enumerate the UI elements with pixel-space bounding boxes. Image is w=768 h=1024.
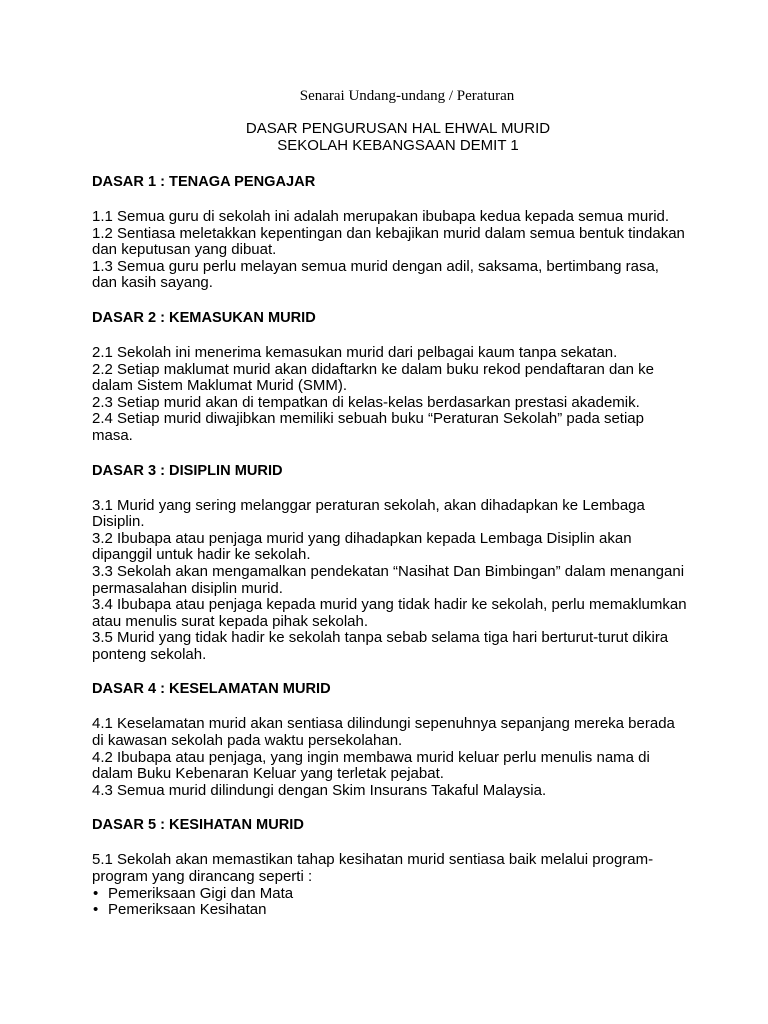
list-item: 3.5 Murid yang tidak hadir ke sekolah tanpa sebab selama tiga hari berturut-turut dikira ponteng sekolah. xyxy=(92,629,669,663)
bullet-icon: • xyxy=(93,901,99,919)
section-heading: DASAR 4 : KESELAMATAN MURID xyxy=(92,681,331,698)
list-item: 2.3 Setiap murid akan di tempatkan di kelas-kelas berdasarkan prestasi akademik. xyxy=(92,393,640,411)
bullet-item xyxy=(92,886,688,903)
section-heading: DASAR 3 : DISIPLIN MURID xyxy=(92,462,283,479)
section-heading: DASAR 1 : TENAGA PENGAJAR xyxy=(92,174,316,190)
section-dasar-5 xyxy=(92,817,688,918)
list-item: 4.3 Semua murid dilindungi dengan Skim Insurans Takaful Malaysia. xyxy=(92,781,547,799)
section-items xyxy=(92,716,688,799)
bullet-text: Pemeriksaan Gigi dan Mata xyxy=(108,884,294,902)
section-dasar-1 xyxy=(92,174,688,292)
list-item: 2.1 Sekolah ini menerima kemasukan murid dari pelbagai kaum tanpa sekatan. xyxy=(92,343,618,361)
document-header: Senarai Undang-undang / Peraturan xyxy=(299,88,515,104)
list-item: 5.1 Sekolah akan memastikan tahap kesihatan murid sentiasa baik melalui program-program yang dirancang seperti : xyxy=(92,851,654,886)
list-item: 3.3 Sekolah akan mengamalkan pendekatan “Nasihat Dan Bimbingan” dalam menangani permasalahan disiplin murid. xyxy=(92,562,685,597)
list-item: 2.2 Setiap maklumat murid akan didaftarkn ke dalam buku rekod pendaftaran dan ke dalam Sistem Maklumat Murid (SMM). xyxy=(92,360,655,395)
list-item: 3.4 Ibubapa atau penjaga kepada murid yang tidak hadir ke sekolah, perlu memaklumkan atau menulis surat kepada pihak sekolah. xyxy=(92,596,687,630)
list-item: 1.3 Semua guru perlu melayan semua murid dengan adil, saksama, bertimbang rasa, dan kasih sayang. xyxy=(92,257,659,292)
bullet-item xyxy=(92,902,688,919)
section-dasar-4 xyxy=(92,681,688,799)
bullet-icon: • xyxy=(93,884,99,902)
section-dasar-2 xyxy=(92,310,688,445)
list-item: 3.2 Ibubapa atau penjaga murid yang dihadapkan kepada Lembaga Disiplin akan dipanggil untuk hadir ke sekolah. xyxy=(92,529,632,564)
section-items xyxy=(92,852,688,918)
list-item: 3.1 Murid yang sering melanggar peraturan sekolah, akan dihadapkan ke Lembaga Disiplin. xyxy=(92,496,645,531)
list-item: 1.2 Sentiasa meletakkan kepentingan dan kebajikan murid dalam semua bentuk tindakan dan keputusan yang dibuat. xyxy=(92,224,685,259)
list-item: 4.1 Keselamatan murid akan sentiasa dilindungi sepenuhnya sepanjang mereka berada di kawasan sekolah pada waktu persekolahan. xyxy=(92,715,675,750)
list-item: 4.2 Ibubapa atau penjaga, yang ingin membawa murid keluar perlu menulis nama di dalam Buku Kebenaran Keluar yang terletak pejabat. xyxy=(92,748,650,783)
title-line: SEKOLAH KEBANGSAAN DEMIT 1 xyxy=(277,137,519,154)
section-items xyxy=(92,345,688,445)
bullet-text: Pemeriksaan Kesihatan xyxy=(108,901,267,919)
section-items xyxy=(92,209,688,292)
bullet-list xyxy=(92,886,688,919)
document-title xyxy=(92,120,688,154)
section-heading: DASAR 2 : KEMASUKAN MURID xyxy=(92,309,316,326)
section-heading: DASAR 5 : KESIHATAN MURID xyxy=(92,817,304,834)
section-dasar-3 xyxy=(92,463,688,664)
section-items xyxy=(92,498,688,664)
list-item: 2.4 Setiap murid diwajibkan memiliki sebuah buku “Peraturan Sekolah” pada setiap masa. xyxy=(92,410,644,444)
title-line: DASAR PENGURUSAN HAL EHWAL MURID xyxy=(245,120,551,137)
list-item: 1.1 Semua guru di sekolah ini adalah merupakan ibubapa kedua kepada semua murid. xyxy=(92,208,670,225)
